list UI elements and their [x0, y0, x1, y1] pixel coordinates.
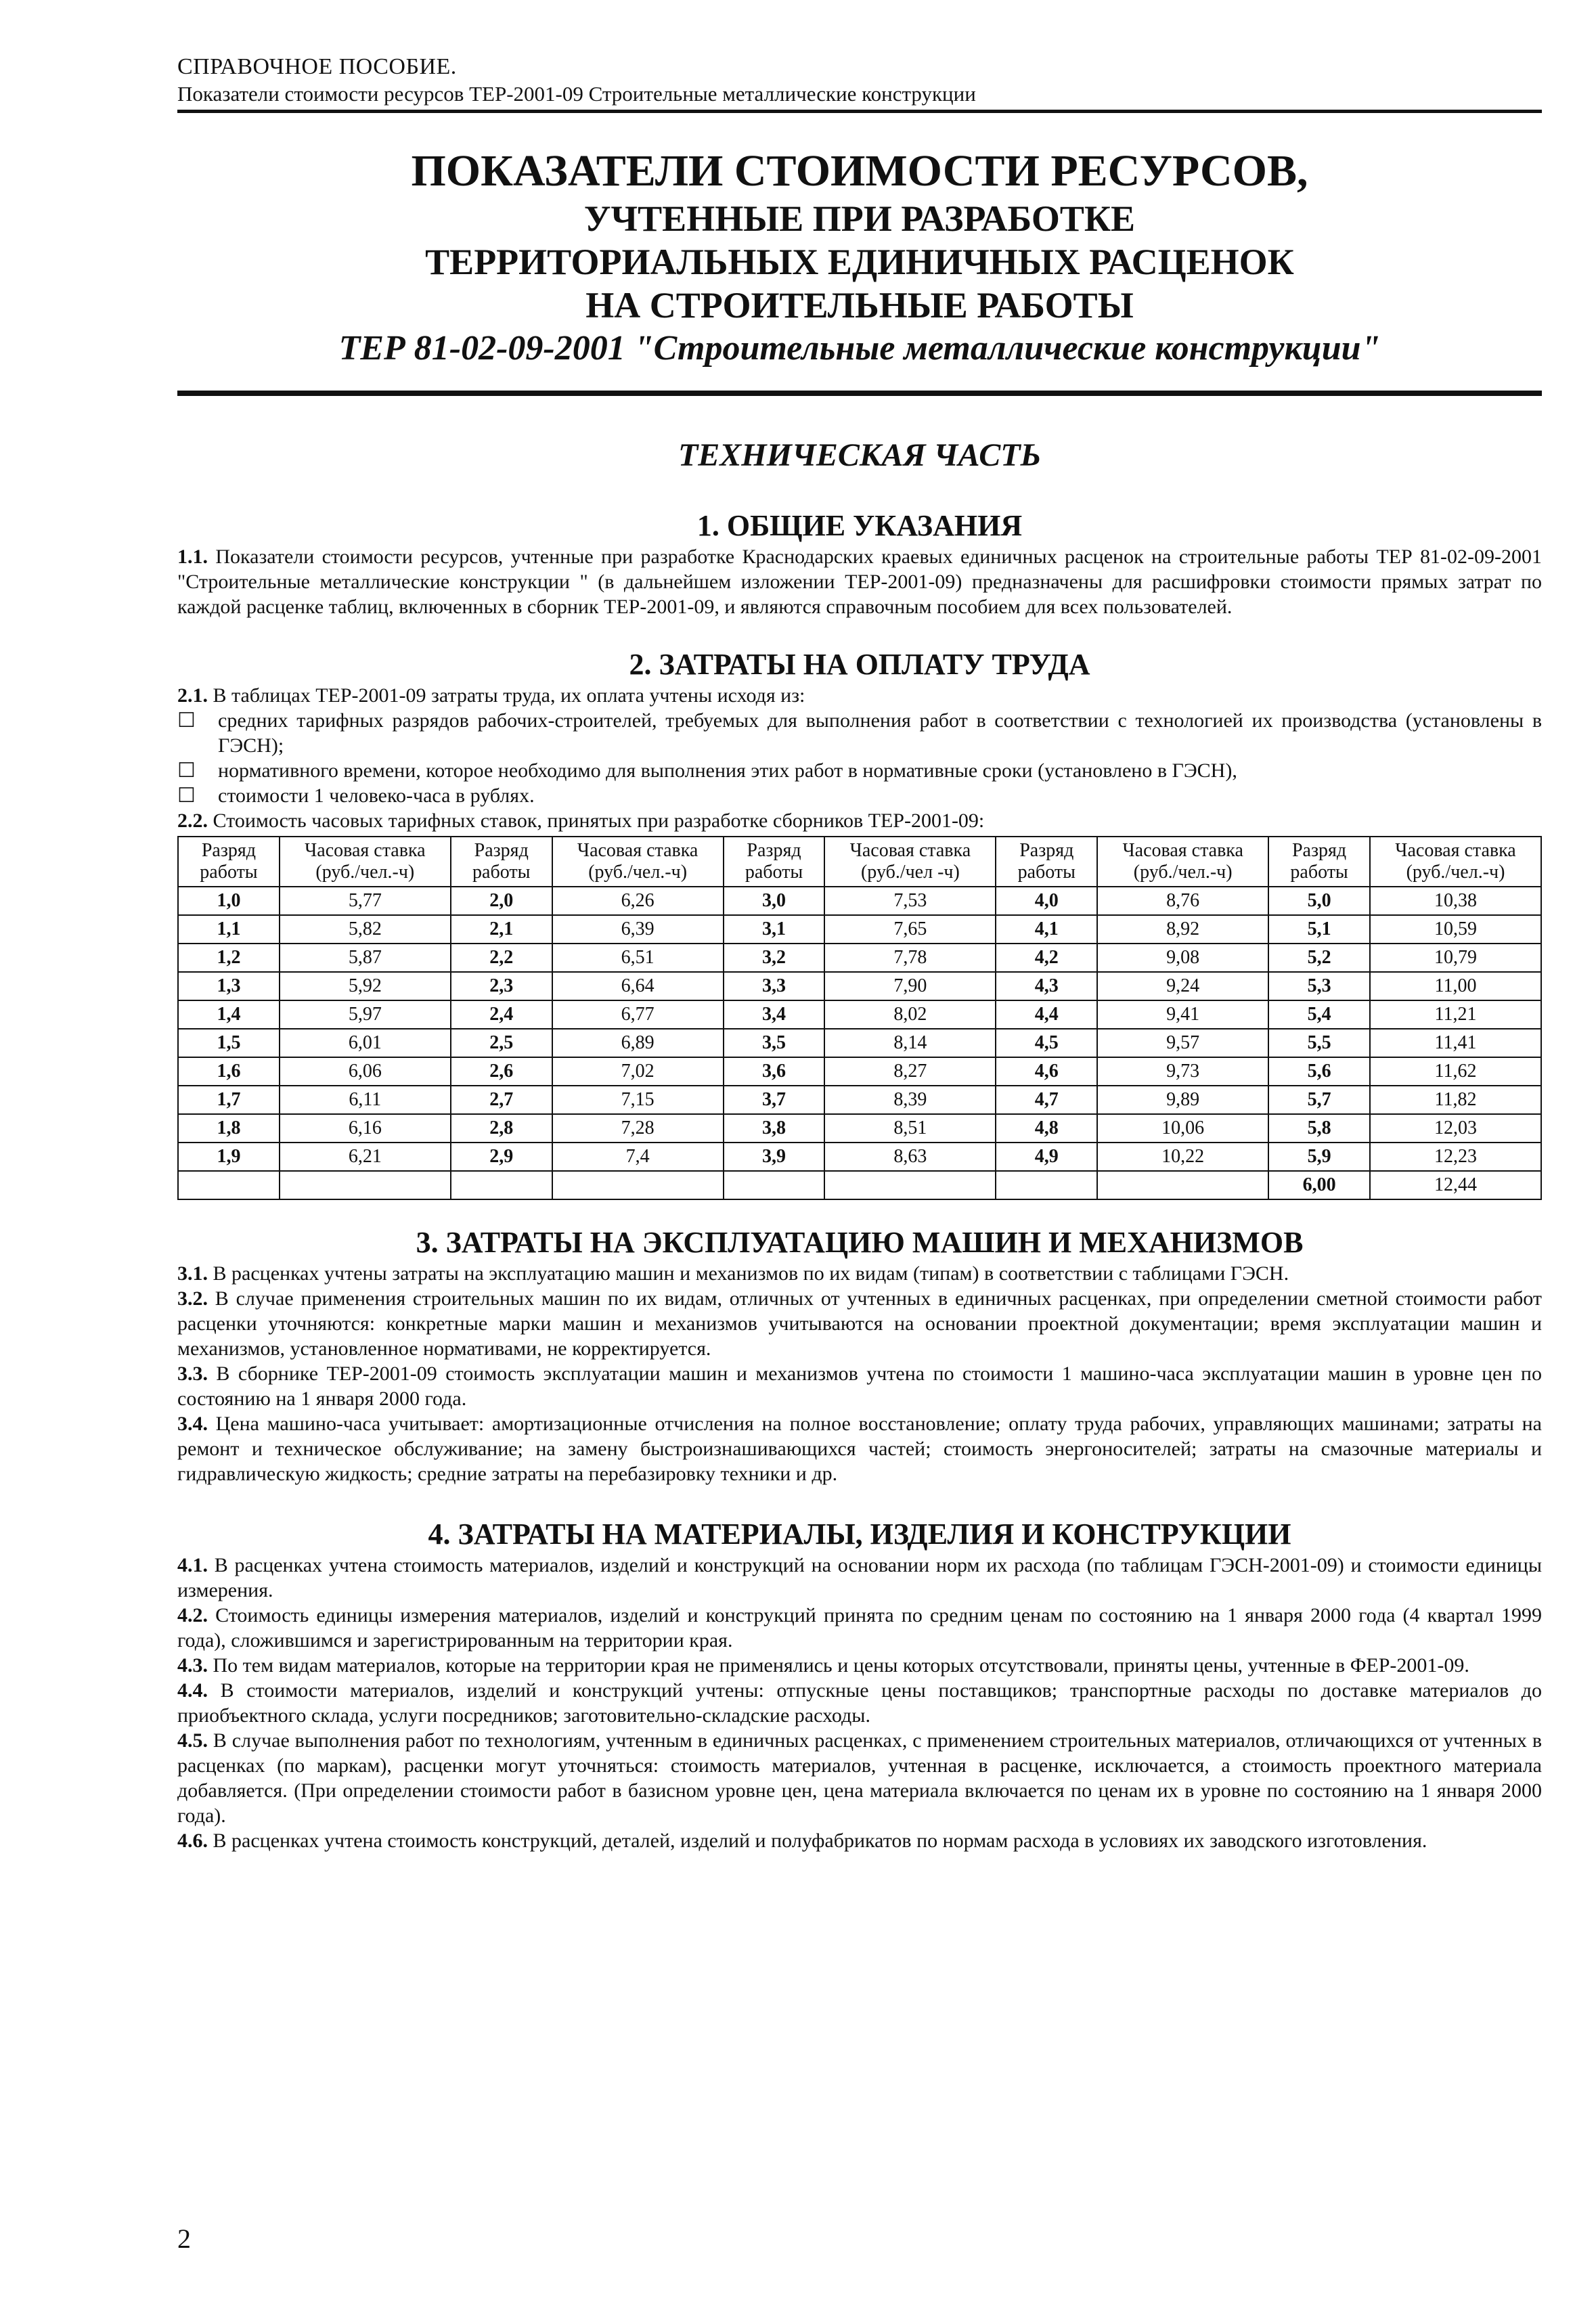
rate-cell: 9,73: [1097, 1057, 1268, 1086]
rate-cell: 11,00: [1370, 972, 1541, 1000]
table-body: [178, 887, 1541, 1199]
technical-part-heading: ТЕХНИЧЕСКАЯ ЧАСТЬ: [678, 437, 1042, 473]
table-row: [178, 1086, 1541, 1114]
grade-cell: 2,3: [451, 972, 552, 1000]
grade-cell: [996, 1171, 1097, 1199]
section-4-paragraphs: [177, 1553, 1542, 1853]
rate-cell: 7,78: [824, 944, 996, 972]
grade-cell: 4,2: [996, 944, 1097, 972]
paragraph-3-4: [177, 1411, 1542, 1486]
grade-cell: 4,1: [996, 915, 1097, 944]
table-row: [178, 1029, 1541, 1057]
section-3-heading: 3. ЗАТРАТЫ НА ЭКСПЛУАТАЦИЮ МАШИН И МЕХАНИЗМОВ: [416, 1226, 1304, 1259]
rate-cell: 10,38: [1370, 887, 1541, 915]
paragraph-4-5: [177, 1728, 1542, 1828]
rate-cell: 9,24: [1097, 972, 1268, 1000]
grade-cell: 1,7: [178, 1086, 280, 1114]
rate-cell: 6,77: [552, 1000, 724, 1029]
rate-cell: 12,44: [1370, 1171, 1541, 1199]
grade-cell: 2,9: [451, 1143, 552, 1171]
rate-cell: 5,82: [280, 915, 451, 944]
title-rule: [177, 391, 1542, 396]
title-line-2: УЧТЕННЫЕ ПРИ РАЗРАБОТКЕ: [583, 198, 1136, 239]
rate-cell: 7,15: [552, 1086, 724, 1114]
bullet-text: стоимости 1 человеко-часа в рублях.: [218, 784, 535, 807]
grade-cell: 5,3: [1268, 972, 1370, 1000]
paragraph-2-2: [177, 808, 1542, 833]
table-row: [178, 1000, 1541, 1029]
paragraph-number: 3.4.: [177, 1413, 208, 1435]
paragraph-text: Стоимость часовых тарифных ставок, принятых при разработке сборников ТЕР-2001-09:: [208, 810, 985, 832]
paragraph-number: 4.3.: [177, 1654, 208, 1677]
paragraph-text: В расценках учтены затраты на эксплуатацию машин и механизмов по их видам (типам) в соответствии с таблицами ГЭСН.: [208, 1262, 1289, 1285]
column-header-rate: Часовая ставка (руб./чел.-ч): [280, 837, 451, 887]
grade-cell: 4,8: [996, 1114, 1097, 1143]
rate-cell: 9,89: [1097, 1086, 1268, 1114]
grade-cell: 4,7: [996, 1086, 1097, 1114]
paragraph-number: 4.1.: [177, 1554, 208, 1576]
paragraph-number: 3.2.: [177, 1287, 208, 1310]
paragraph-4-1: [177, 1553, 1542, 1603]
grade-cell: 5,5: [1268, 1029, 1370, 1057]
column-header-rate: Часовая ставка (руб./чел.-ч): [1370, 837, 1541, 887]
table-row: [178, 1057, 1541, 1086]
grade-cell: 3,7: [724, 1086, 825, 1114]
rate-cell: 8,14: [824, 1029, 996, 1057]
checkbox-bullet-icon: ☐: [177, 759, 196, 782]
grade-cell: 3,8: [724, 1114, 825, 1143]
paragraph-text: В случае применения строительных машин по их видам, отличных от учтенных в единичных расценках, при определении сметной стоимости работ расценки уточняются: конкретные марки машин и механизмов учитываются на основании проектной документации; время эксплуатации машин и механизмов, установленное нормативами, не корректируется.: [177, 1287, 1542, 1360]
grade-cell: 1,4: [178, 1000, 280, 1029]
paragraph-text: В расценках учтена стоимость материалов, изделий и конструкций на основании норм их расхода (по таблицам ГЭСН-2001-09) и стоимости единицы измерения.: [177, 1554, 1542, 1601]
rate-cell: 11,82: [1370, 1086, 1541, 1114]
paragraph-1-1: [177, 544, 1542, 619]
paragraph-text: Стоимость единицы измерения материалов, изделий и конструкций принята по средним ценам по состоянию на 1 января 2000 года (4 квартал 1999 года), сложившимся и зарегистрированным на территории края.: [177, 1604, 1542, 1652]
grade-cell: 3,5: [724, 1029, 825, 1057]
header-subtitle: Показатели стоимости ресурсов ТЕР-2001-09 Строительные металлические конструкции: [177, 82, 976, 106]
grade-cell: 3,0: [724, 887, 825, 915]
rate-cell: 6,64: [552, 972, 724, 1000]
section-3-paragraphs: [177, 1261, 1542, 1486]
grade-cell: 4,5: [996, 1029, 1097, 1057]
grade-cell: 1,3: [178, 972, 280, 1000]
grade-cell: 2,5: [451, 1029, 552, 1057]
table-row: [178, 1143, 1541, 1171]
rate-cell: 8,39: [824, 1086, 996, 1114]
paragraph-text: В таблицах ТЕР-2001-09 затраты труда, их оплата учтены исходя из:: [208, 684, 805, 707]
grade-cell: 6,00: [1268, 1171, 1370, 1199]
rate-cell: 9,08: [1097, 944, 1268, 972]
rate-cell: 5,87: [280, 944, 451, 972]
bullet-text: средних тарифных разрядов рабочих-строителей, требуемых для выполнения работ в соответствии с технологией их производства (установлены в ГЭСН);: [218, 709, 1542, 757]
title-line-4: НА СТРОИТЕЛЬНЫЕ РАБОТЫ: [585, 285, 1134, 326]
rate-cell: 8,51: [824, 1114, 996, 1143]
rate-cell: 8,92: [1097, 915, 1268, 944]
column-header-grade: Разряд работы: [1268, 837, 1370, 887]
paragraph-number: 4.5.: [177, 1729, 208, 1752]
paragraph-text: В расценках учтена стоимость конструкций, деталей, изделий и полуфабрикатов по нормам расхода в условиях их заводского изготовления.: [208, 1830, 1427, 1852]
rate-cell: 7,53: [824, 887, 996, 915]
table-header-row: [178, 837, 1541, 887]
section-1-heading: 1. ОБЩИЕ УКАЗАНИЯ: [696, 509, 1023, 542]
rate-cell: 11,21: [1370, 1000, 1541, 1029]
section-2-heading: 2. ЗАТРАТЫ НА ОПЛАТУ ТРУДА: [629, 648, 1090, 681]
grade-cell: 5,6: [1268, 1057, 1370, 1086]
grade-cell: 5,0: [1268, 887, 1370, 915]
grade-cell: 3,6: [724, 1057, 825, 1086]
table-row: [178, 1171, 1541, 1199]
grade-cell: 4,6: [996, 1057, 1097, 1086]
grade-cell: 5,2: [1268, 944, 1370, 972]
paragraph-3-1: [177, 1261, 1542, 1286]
paragraph-number: 3.1.: [177, 1262, 208, 1285]
bullet-item: [177, 708, 1542, 758]
grade-cell: 3,4: [724, 1000, 825, 1029]
grade-cell: 3,3: [724, 972, 825, 1000]
rate-cell: 7,28: [552, 1114, 724, 1143]
grade-cell: 2,4: [451, 1000, 552, 1029]
rate-cell: 7,02: [552, 1057, 724, 1086]
grade-cell: [724, 1171, 825, 1199]
rate-cell: 11,41: [1370, 1029, 1541, 1057]
rate-cell: 12,03: [1370, 1114, 1541, 1143]
paragraph-4-3: [177, 1653, 1542, 1678]
rate-cell: 10,06: [1097, 1114, 1268, 1143]
header-rule: [177, 110, 1542, 113]
paragraph-2-1: [177, 683, 1542, 708]
rate-cell: 8,76: [1097, 887, 1268, 915]
title-line-1: ПОКАЗАТЕЛИ СТОИМОСТИ РЕСУРСОВ,: [411, 146, 1308, 196]
rate-cell: 7,90: [824, 972, 996, 1000]
rate-cell: 6,11: [280, 1086, 451, 1114]
grade-cell: 4,0: [996, 887, 1097, 915]
paragraph-text: По тем видам материалов, которые на территории края не применялись и цены которых отсутствовали, приняты цены, учтенные в ФЕР-2001-09.: [208, 1654, 1469, 1677]
section-4-heading: 4. ЗАТРАТЫ НА МАТЕРИАЛЫ, ИЗДЕЛИЯ И КОНСТРУКЦИИ: [428, 1517, 1291, 1551]
grade-cell: 5,7: [1268, 1086, 1370, 1114]
bullet-item: [177, 758, 1542, 783]
bullet-text: нормативного времени, которое необходимо для выполнения этих работ в нормативные сроки (установлено в ГЭСН),: [218, 759, 1237, 782]
grade-cell: [451, 1171, 552, 1199]
paragraph-4-2: [177, 1603, 1542, 1653]
grade-cell: 5,9: [1268, 1143, 1370, 1171]
column-header-rate: Часовая ставка (руб./чел -ч): [824, 837, 996, 887]
grade-cell: 5,8: [1268, 1114, 1370, 1143]
rate-cell: 11,62: [1370, 1057, 1541, 1086]
paragraph-number: 3.3.: [177, 1363, 208, 1385]
rate-cell: 10,79: [1370, 944, 1541, 972]
grade-cell: 5,4: [1268, 1000, 1370, 1029]
grade-cell: 1,9: [178, 1143, 280, 1171]
bullet-item: [177, 783, 1542, 808]
table-row: [178, 915, 1541, 944]
header-reference-label: СПРАВОЧНОЕ ПОСОБИЕ.: [177, 54, 457, 79]
grade-cell: 4,4: [996, 1000, 1097, 1029]
rate-cell: 6,39: [552, 915, 724, 944]
grade-cell: 4,9: [996, 1143, 1097, 1171]
rate-cell: 6,51: [552, 944, 724, 972]
rate-cell: [824, 1171, 996, 1199]
rate-cell: 6,26: [552, 887, 724, 915]
checkbox-bullet-icon: ☐: [177, 784, 196, 807]
rate-cell: 9,41: [1097, 1000, 1268, 1029]
rate-cell: 6,01: [280, 1029, 451, 1057]
paragraph-number: 4.6.: [177, 1830, 208, 1852]
rate-cell: 6,06: [280, 1057, 451, 1086]
checkbox-bullet-icon: ☐: [177, 709, 196, 732]
paragraph-3-2: [177, 1286, 1542, 1361]
paragraph-text: В случае выполнения работ по технологиям, учтенным в единичных расценках, с применением строительных материалов, отличающихся от учтенных в расценках (по маркам), расценки могут уточняться: стоимость материалов, учтенная в расценке, исключается, а стоимость проектного материала добавляется. (При определении стоимости работ в базисном уровне цен, цена материала включается по ценам их в уровне по состоянию на 1 января 2000 года).: [177, 1729, 1542, 1827]
rate-cell: 8,02: [824, 1000, 996, 1029]
table-row: [178, 887, 1541, 915]
title-line-5: ТЕР 81-02-09-2001 "Строительные металлические конструкции": [338, 329, 1381, 368]
document-page: [177, 53, 1542, 1853]
paragraph-number: 4.2.: [177, 1604, 208, 1626]
rate-cell: 8,27: [824, 1057, 996, 1086]
rate-cell: 7,65: [824, 915, 996, 944]
paragraph-text: В стоимости материалов, изделий и конструкций учтены: отпускные цены поставщиков; транспортные расходы по доставке материалов до приобъектного склада, услуги посредников; заготовительно-складские расходы.: [177, 1679, 1542, 1727]
paragraph-4-4: [177, 1678, 1542, 1728]
column-header-rate: Часовая ставка (руб./чел.-ч): [552, 837, 724, 887]
hourly-rates-table: [177, 836, 1542, 1200]
title-line-3: ТЕРРИТОРИАЛЬНЫХ ЕДИНИЧНЫХ РАСЦЕНОК: [425, 242, 1294, 282]
rate-cell: 9,57: [1097, 1029, 1268, 1057]
grade-cell: 2,6: [451, 1057, 552, 1086]
rate-cell: 12,23: [1370, 1143, 1541, 1171]
grade-cell: 1,5: [178, 1029, 280, 1057]
paragraph-text: Цена машино-часа учитывает: амортизационные отчисления на полное восстановление; оплату труда рабочих, управляющих машинами; затраты на ремонт и техническое обслуживание; на замену быстроизнашивающихся частей; стоимость энергоносителей; затраты на смазочные материалы и гидравлическую жидкость; средние затраты на перебазировку техники и др.: [177, 1413, 1542, 1485]
rate-cell: 7,4: [552, 1143, 724, 1171]
rate-cell: 10,59: [1370, 915, 1541, 944]
grade-cell: 3,1: [724, 915, 825, 944]
rate-cell: 5,77: [280, 887, 451, 915]
grade-cell: 1,2: [178, 944, 280, 972]
rate-cell: 6,21: [280, 1143, 451, 1171]
rate-cell: 6,89: [552, 1029, 724, 1057]
rate-cell: 6,16: [280, 1114, 451, 1143]
paragraph-number: 2.1.: [177, 684, 208, 707]
paragraph-text: В сборнике ТЕР-2001-09 стоимость эксплуатации машин и механизмов учтена по стоимости 1 машино-часа эксплуатации машин в уровне цен по состоянию на 1 января 2000 года.: [177, 1363, 1542, 1410]
paragraph-number: 1.1.: [177, 546, 208, 568]
column-header-grade: Разряд работы: [996, 837, 1097, 887]
rate-cell: 10,22: [1097, 1143, 1268, 1171]
rate-cell: [280, 1171, 451, 1199]
rate-cell: [1097, 1171, 1268, 1199]
table-row: [178, 972, 1541, 1000]
grade-cell: 1,6: [178, 1057, 280, 1086]
paragraph-3-3: [177, 1361, 1542, 1411]
grade-cell: 4,3: [996, 972, 1097, 1000]
grade-cell: 3,9: [724, 1143, 825, 1171]
grade-cell: 5,1: [1268, 915, 1370, 944]
grade-cell: 1,8: [178, 1114, 280, 1143]
paragraph-number: 4.4.: [177, 1679, 208, 1702]
grade-cell: 2,2: [451, 944, 552, 972]
grade-cell: 1,0: [178, 887, 280, 915]
column-header-grade: Разряд работы: [724, 837, 825, 887]
grade-cell: 1,1: [178, 915, 280, 944]
rate-cell: [552, 1171, 724, 1199]
paragraph-4-6: [177, 1828, 1542, 1853]
grade-cell: [178, 1171, 280, 1199]
grade-cell: 2,1: [451, 915, 552, 944]
column-header-grade: Разряд работы: [451, 837, 552, 887]
grade-cell: 3,2: [724, 944, 825, 972]
page-number: 2: [177, 2223, 191, 2254]
table-row: [178, 1114, 1541, 1143]
column-header-grade: Разряд работы: [178, 837, 280, 887]
rate-cell: 8,63: [824, 1143, 996, 1171]
grade-cell: 2,7: [451, 1086, 552, 1114]
rate-cell: 5,97: [280, 1000, 451, 1029]
paragraph-number: 2.2.: [177, 810, 208, 832]
column-header-rate: Часовая ставка (руб./чел.-ч): [1097, 837, 1268, 887]
grade-cell: 2,0: [451, 887, 552, 915]
document-title: [177, 146, 1542, 370]
grade-cell: 2,8: [451, 1114, 552, 1143]
paragraph-text: Показатели стоимости ресурсов, учтенные при разработке Краснодарских краевых единичных расценок на строительные работы ТЕР 81-02-09-2001 "Строительные металлические конструкции " (в дальнейшем изложении ТЕР-2001-09) предназначены для расшифровки стоимости прямых затрат по каждой расценке таблиц, включенных в сборник ТЕР-2001-09, и являются справочным пособием для всех пользователей.: [177, 546, 1542, 618]
rate-cell: 5,92: [280, 972, 451, 1000]
table-row: [178, 944, 1541, 972]
